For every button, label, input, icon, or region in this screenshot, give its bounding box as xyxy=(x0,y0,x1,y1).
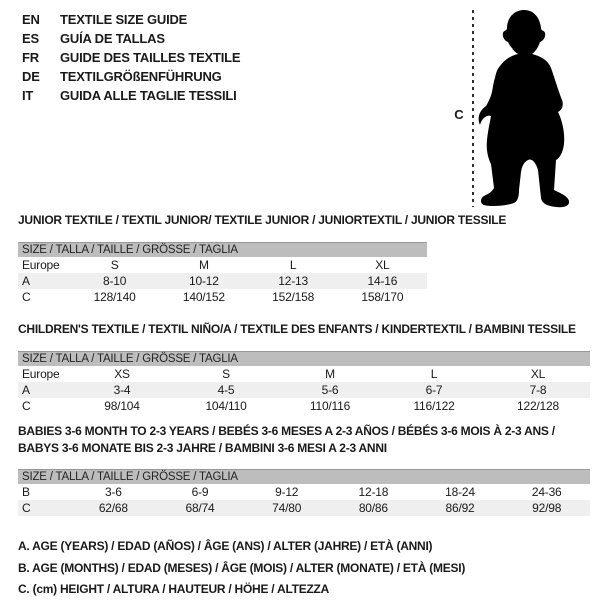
table-header-bar: SIZE / TALLA / TAILLE / GRÖSSE / TAGLIA xyxy=(18,242,427,257)
section-title xyxy=(18,423,590,457)
table-header-bar: SIZE / TALLA / TAILLE / GRÖSSE / TAGLIA xyxy=(18,469,590,484)
language-code: EN xyxy=(22,12,40,27)
table-cell: 3-6 xyxy=(104,485,122,499)
section-title-line: BABIES 3-6 MONTH TO 2-3 YEARS / BEBÉS 3-6 MESES A 2-3 AÑOS / BÉBÉS 3-6 MOIS À 2-3 ANS / xyxy=(18,424,555,438)
row-label-cell: Europe xyxy=(22,367,60,381)
table-cell: 6-9 xyxy=(191,485,209,499)
language-row xyxy=(22,10,240,29)
footnote-line: B. AGE (MONTHS) / EDAD (MESES) / ÂGE (MOIS) / ALTER (MONATE) / ETÀ (MESI) xyxy=(18,560,466,575)
children-textile-section xyxy=(18,322,590,414)
height-measure-dashed-line xyxy=(472,10,474,207)
language-guide-list xyxy=(22,10,240,105)
height-label-c: C xyxy=(454,107,464,122)
language-title: GUIDE DES TAILLES TEXTILE xyxy=(60,50,241,65)
table-cell: 4-5 xyxy=(217,383,235,397)
table-cell: 8-10 xyxy=(103,274,127,288)
table-row xyxy=(18,257,427,273)
table-row xyxy=(18,366,590,382)
section-title xyxy=(18,213,506,227)
footnote-line: C. (cm) HEIGHT / ALTURA / HAUTEUR / HÖHE / ALTEZZA xyxy=(18,582,330,596)
table-cell: 86/92 xyxy=(445,501,475,515)
language-row xyxy=(22,86,240,105)
footnotes-legend xyxy=(18,536,465,601)
row-label-cell: A xyxy=(22,274,30,288)
footnote-line: A. AGE (YEARS) / EDAD (AÑOS) / ÂGE (ANS) / ALTER (JAHRE) / ETÀ (ANNI) xyxy=(18,539,433,553)
table-cell: 10-12 xyxy=(189,274,219,288)
table-cell: 110/116 xyxy=(309,399,351,413)
table-cell: XL xyxy=(375,258,390,272)
table-cell: 5-6 xyxy=(321,383,339,397)
language-row xyxy=(22,67,240,86)
language-title: TEXTILE SIZE GUIDE xyxy=(60,12,188,27)
row-label-cell: B xyxy=(22,485,30,499)
table-rows xyxy=(18,257,427,305)
table-row xyxy=(18,382,590,398)
table-cell: 158/170 xyxy=(361,290,404,304)
language-title: TEXTILGRÖßENFÜHRUNG xyxy=(60,69,222,84)
table-row xyxy=(18,500,590,516)
babies-size-table xyxy=(18,469,590,516)
table-cell: M xyxy=(325,367,335,381)
table-row xyxy=(18,398,590,414)
row-label-cell: C xyxy=(22,501,31,515)
row-label-cell: Europe xyxy=(22,258,60,272)
table-cell: 140/152 xyxy=(182,290,225,304)
table-cell: M xyxy=(198,258,209,272)
section-title-line: JUNIOR TEXTILE / TEXTIL JUNIOR/ TEXTILE JUNIOR / JUNIORTEXTIL / JUNIOR TESSILE xyxy=(18,213,507,227)
table-row xyxy=(18,289,427,305)
table-cell: 152/158 xyxy=(272,290,315,304)
table-cell: 12-18 xyxy=(358,485,389,499)
table-cell: 9-12 xyxy=(275,485,299,499)
table-cell: 128/140 xyxy=(93,290,136,304)
table-row xyxy=(18,484,590,500)
language-code: IT xyxy=(22,88,34,103)
section-title-line: CHILDREN'S TEXTILE / TEXTIL NIÑO/A / TEXTILE DES ENFANTS / KINDERTEXTIL / BAMBINI TESSILE xyxy=(18,322,576,336)
table-cell: 74/80 xyxy=(272,501,302,515)
table-cell: XS xyxy=(114,367,130,381)
table-rows xyxy=(18,484,590,516)
language-row xyxy=(22,29,240,48)
table-cell: 104/110 xyxy=(205,399,247,413)
table-cell: XL xyxy=(530,367,546,381)
row-label-cell: C xyxy=(22,399,31,413)
section-title-line: BABYS 3-6 MONATE BIS 2-3 JAHRE / BAMBINI 3-6 MESI A 2-3 ANNI xyxy=(18,441,387,455)
table-cell: 7-8 xyxy=(529,383,547,397)
table-cell: 92/98 xyxy=(532,501,562,515)
table-cell: 18-24 xyxy=(445,485,475,499)
table-cell: 116/122 xyxy=(413,399,455,413)
table-cell: 98/104 xyxy=(104,399,140,413)
baby-silhouette-icon xyxy=(478,8,573,210)
language-title: GUÍA DE TALLAS xyxy=(60,31,165,46)
row-label-cell: A xyxy=(22,383,30,397)
table-cell: L xyxy=(430,367,438,381)
table-cell: 12-13 xyxy=(278,274,308,288)
table-cell: 6-7 xyxy=(425,383,443,397)
table-cell: 80/86 xyxy=(358,501,388,515)
table-cell: 122/128 xyxy=(517,399,559,413)
babies-textile-section xyxy=(18,423,590,516)
table-header-bar: SIZE / TALLA / TAILLE / GRÖSSE / TAGLIA xyxy=(18,351,590,366)
table-row xyxy=(18,273,427,289)
table-rows xyxy=(18,366,590,414)
children-size-table xyxy=(18,351,590,414)
table-cell: L xyxy=(289,258,297,272)
table-cell: 3-4 xyxy=(113,383,131,397)
language-code: FR xyxy=(22,50,39,65)
table-cell: S xyxy=(222,367,230,381)
table-cell: 62/68 xyxy=(98,501,128,515)
language-code: DE xyxy=(22,69,40,84)
table-cell: 68/74 xyxy=(185,501,215,515)
row-label-cell: C xyxy=(22,290,31,304)
language-code: ES xyxy=(22,31,39,46)
language-row xyxy=(22,48,240,67)
junior-size-table xyxy=(18,242,427,305)
section-title xyxy=(18,322,590,336)
junior-textile-section xyxy=(18,213,506,305)
table-cell: 24-36 xyxy=(531,485,562,499)
table-cell: 14-16 xyxy=(367,274,398,288)
table-cell: S xyxy=(110,258,119,272)
language-title: GUIDA ALLE TAGLIE TESSILI xyxy=(60,88,237,103)
